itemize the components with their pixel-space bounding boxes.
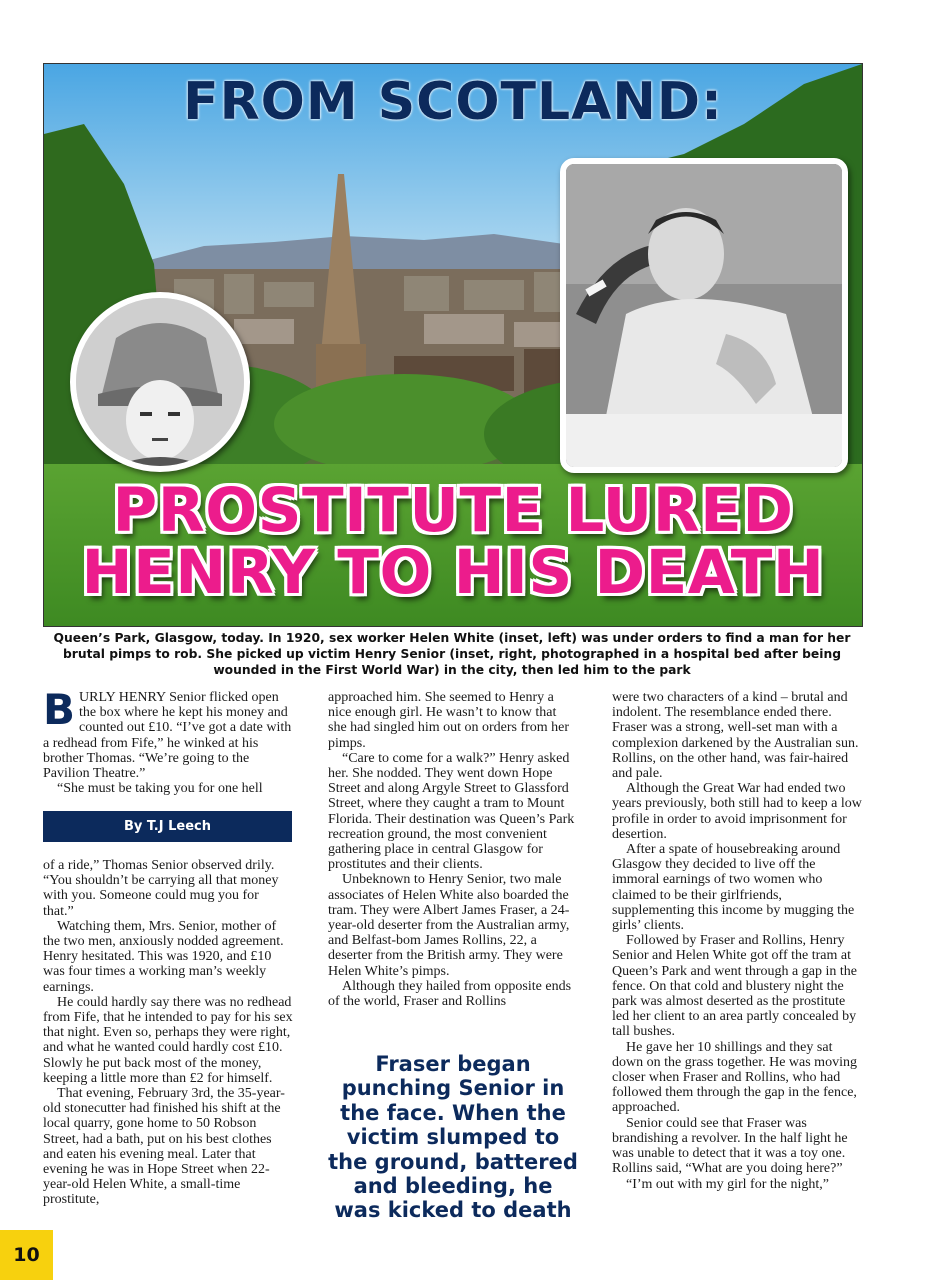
- helen-white-portrait: [76, 298, 244, 466]
- article-paragraph: He gave her 10 shillings and they sat down on the grass together. He was moving closer when Fraser and Rollins, who had followed them through the gap in the fence, approached.: [612, 1039, 857, 1116]
- pull-quote: Fraser began punching Senior in the face. When the victim slumped to the ground, battered and bleeding, he was kicked to death: [328, 1052, 578, 1223]
- article-paragraph: “I’m out with my girl for the night,”: [626, 1176, 829, 1192]
- article-paragraph: of a ride,” Thomas Senior observed drily. “You shouldn’t be carrying all that money with you. Someone could mug you for that.”: [43, 858, 279, 919]
- article-paragraph: That evening, February 3rd, the 35-year-old stonecutter had finished his shift at the local quarry, gone home to 50 Robson Street, had a bath, put on his best clothes and eaten his evening meal. Later that evening he was in Hope Street when 22-year-old Helen White, a small-time prostitute,: [43, 1086, 285, 1208]
- inset-photo-henry-senior: [560, 158, 848, 473]
- headline-main: [44, 475, 862, 608]
- henry-senior-portrait: [566, 164, 842, 467]
- article-paragraph: Senior could see that Fraser was brandishing a revolver. In the half light he was unable to detect that it was a toy one. Rollins said, “What are you doing here?”: [612, 1115, 848, 1177]
- page-number: 10: [0, 1230, 53, 1280]
- article-paragraph: “Care to come for a walk?” Henry asked her. She nodded. They went down Hope Street and along Argyle Street to Glassford Street, where they caught a tram to Mount Florida. Their destination was Queen’s Park recreation ground, the most convenient gathering place in central Glasgow for prostitutes and their clients.: [328, 750, 575, 873]
- article-paragraph: He could hardly say there was no redhead from Fife, that he intended to pay for his sex that night. Even so, perhaps they were right, and what he wanted could hardly cost £10. Slowly he put back most of the money, keeping a little more than £2 for himself.: [43, 994, 293, 1086]
- article-paragraph: After a spate of housebreaking around Glasgow they decided to live off the immoral earnings of two women who claimed to be their girlfriends, supplementing this income by mugging the girls’ clients.: [612, 842, 855, 934]
- article-lead-paragraph: [43, 685, 293, 782]
- article-column-2: [328, 690, 578, 1009]
- article-column-3: [612, 690, 864, 1192]
- article-paragraph: approached him. She seemed to Henry a nice enough girl. He wasn’t to know that she had singled him out on orders from her pimps.: [328, 690, 570, 751]
- article-paragraph: “She must be taking you for one hell: [57, 781, 263, 797]
- article-paragraph: Watching them, Mrs. Senior, mother of the two men, anxiously nodded agreement. Henry hesitated. This was 1920, and £10 was four times a working man’s weekly earnings.: [43, 918, 284, 995]
- article-paragraph: were two characters of a kind – brutal and indolent. The resemblance ended there. Fraser was a strong, well-set man with a complexion darkened by the Australian sun. Rollins, on the other hand, was fair-haired and pale.: [612, 690, 859, 782]
- lead-text: URLY HENRY Senior flicked open the box where he kept his money and counted out £10. “I’ve got a date with a redhead from Fife,” he winked at his brother Thomas. “We’re going to the Pavilion Theatre.”: [43, 690, 292, 782]
- photo-caption: Queen’s Park, Glasgow, today. In 1920, sex worker Helen White (inset, left) was under orders to find a man for her brutal pimps to rob. She picked up victim Henry Senior (inset, right, photographed in a hospital bed after being wounded in the First World War) in the city, then led him to the park: [53, 631, 851, 677]
- byline: By T.J Leech: [43, 811, 292, 842]
- drop-cap: B: [43, 685, 76, 734]
- article-column-1-top: [43, 685, 293, 797]
- headline-line-2: HENRY TO HIS DEATH: [81, 537, 825, 608]
- hero-photo: [43, 63, 863, 627]
- article-paragraph: Followed by Fraser and Rollins, Henry Senior and Helen White got off the tram at Queen’s Park and went through a gap in the fence. On that cold and blustery night the park was almost deserted as the prostitute led her client to an area partly concealed by tall bushes.: [612, 933, 857, 1040]
- article-column-1-bottom: [43, 858, 293, 1208]
- inset-photo-helen-white: [70, 292, 250, 472]
- article-paragraph: Although the Great War had ended two years previously, both still had to keep a low profile in order to avoid imprisonment for desertion.: [612, 781, 862, 842]
- article-paragraph: Unbeknown to Henry Senior, two male associates of Helen White also boarded the tram. They were Albert James Fraser, a 24-year-old deserter from the Australian army, and Belfast-bom James Rollins, 22, a deserter from the British army. They were Helen White’s pimps.: [328, 872, 570, 979]
- headline-kicker: FROM SCOTLAND:: [183, 72, 723, 132]
- article-paragraph: Although they hailed from opposite ends of the world, Fraser and Rollins: [328, 978, 572, 1010]
- headline-line-1: PROSTITUTE LURED: [112, 475, 794, 546]
